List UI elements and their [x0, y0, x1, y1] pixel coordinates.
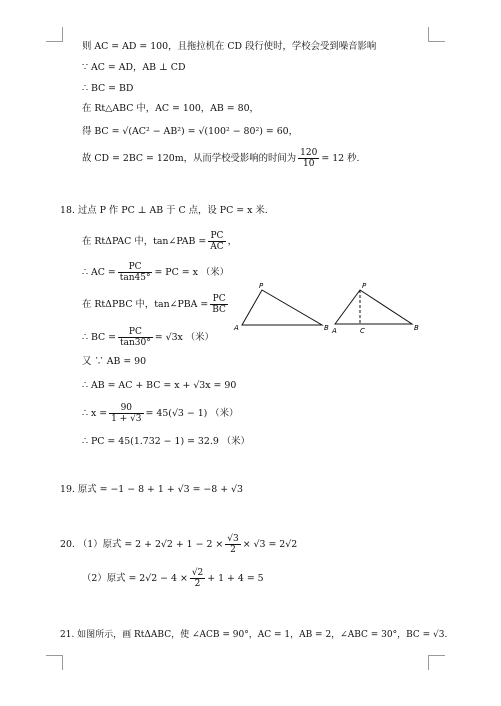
- text: ∴ BC =: [82, 332, 117, 343]
- solution-line: 得 BC = √(AC² − AB²) = √(100² − 80²) = 60，: [82, 126, 299, 137]
- numerator: PC: [208, 231, 225, 242]
- solution-line: [82, 327, 214, 348]
- numerator: PC: [118, 327, 153, 338]
- label-a: A: [332, 327, 337, 335]
- triangle-figure-right: [330, 280, 430, 340]
- solution-line: 又 ∵ AB = 90: [82, 356, 147, 367]
- solution-line: [82, 262, 229, 283]
- label-b: B: [414, 324, 419, 332]
- fraction: [109, 403, 143, 424]
- fraction: [210, 294, 228, 315]
- corner-mark-top-right: [428, 27, 445, 42]
- fraction: [118, 327, 153, 348]
- text: 在 RtΔPAC 中，tan∠PAB =: [82, 236, 207, 247]
- text: × √3 = 2√2: [242, 539, 298, 550]
- numerator: PC: [210, 294, 228, 305]
- solution-line: ∴ AB = AC + BC = x + √3x = 90: [82, 380, 237, 391]
- solution-line: ∴ PC = 45(1.732 − 1) = 32.9 （米）: [82, 436, 250, 447]
- triangle-figure-left: [232, 280, 332, 340]
- solution-line: 在 Rt△ABC 中，AC = 100，AB = 80，: [82, 103, 259, 114]
- question-21: 21. 如图所示，画 RtΔABC，使 ∠ACB = 90°，AC = 1，AB = 2，∠ABC = 30°，BC = √3.: [60, 630, 448, 640]
- fraction: [118, 262, 153, 283]
- numerator: PC: [118, 262, 153, 273]
- question-20-part-2: [82, 568, 264, 589]
- text: = √3x （米）: [154, 332, 214, 343]
- denominator: 2: [194, 579, 201, 589]
- label-p: P: [259, 282, 264, 290]
- label-a: A: [234, 324, 239, 332]
- question-19: 19. 原式 = −1 − 8 + 1 + √3 = −8 + √3: [60, 484, 243, 495]
- denominator: 10: [303, 159, 315, 169]
- text: = PC = x （米）: [154, 267, 229, 278]
- denominator: tan30°: [120, 338, 151, 348]
- solution-line: [82, 294, 230, 315]
- solution-line: [82, 403, 238, 424]
- denominator: 1 + √3: [111, 414, 142, 424]
- denominator: AC: [210, 242, 224, 252]
- text: 20. （1）原式 = 2 + 2√2 + 1 − 2 ×: [60, 539, 224, 550]
- fraction: [208, 231, 225, 252]
- text: 故 CD = 2BC = 120m，从而学校受影响的时间为: [82, 153, 297, 164]
- numerator: 90: [109, 403, 143, 414]
- solution-line: ∴ BC = BD: [82, 83, 134, 94]
- text: 在 RtΔPBC 中，tan∠PBA =: [82, 299, 209, 310]
- corner-mark-top-left: [46, 27, 63, 42]
- text: ∴ x =: [82, 408, 108, 419]
- fraction: [190, 568, 205, 589]
- numerator: 120: [300, 148, 318, 158]
- denominator: tan45°: [119, 273, 151, 283]
- text: （2）原式 = 2√2 − 4 ×: [82, 573, 188, 584]
- label-p: P: [362, 282, 367, 290]
- text: = 12 秒.: [321, 153, 360, 164]
- solution-line: [82, 148, 359, 169]
- numerator: √2: [191, 568, 204, 578]
- solution-line: ∵ AC = AD，AB ⊥ CD: [82, 62, 186, 73]
- numerator: √3: [227, 534, 239, 544]
- text: ，: [227, 236, 238, 247]
- question-20-part-1: [60, 534, 297, 555]
- solution-line: [82, 231, 237, 252]
- question-18-heading: 18. 过点 P 作 PC ⊥ AB 于 C 点，设 PC = x 米.: [60, 205, 268, 216]
- denominator: 2: [230, 545, 236, 555]
- text: + 1 + 4 = 5: [207, 573, 264, 584]
- label-c: C: [360, 327, 365, 335]
- triangle-pab: [242, 290, 322, 325]
- text: = 45(√3 − 1) （米）: [145, 408, 239, 419]
- corner-mark-bottom-left: [46, 655, 63, 670]
- corner-mark-bottom-right: [428, 655, 445, 670]
- fraction: [225, 534, 240, 555]
- label-b: B: [324, 324, 329, 332]
- fraction: [298, 148, 319, 169]
- triangle-pab: [335, 290, 412, 324]
- text: ∴ AC =: [82, 267, 116, 278]
- solution-line: 则 AC = AD = 100，且拖拉机在 CD 段行使时，学校会受到噪音影响: [82, 41, 377, 52]
- denominator: BC: [212, 305, 226, 315]
